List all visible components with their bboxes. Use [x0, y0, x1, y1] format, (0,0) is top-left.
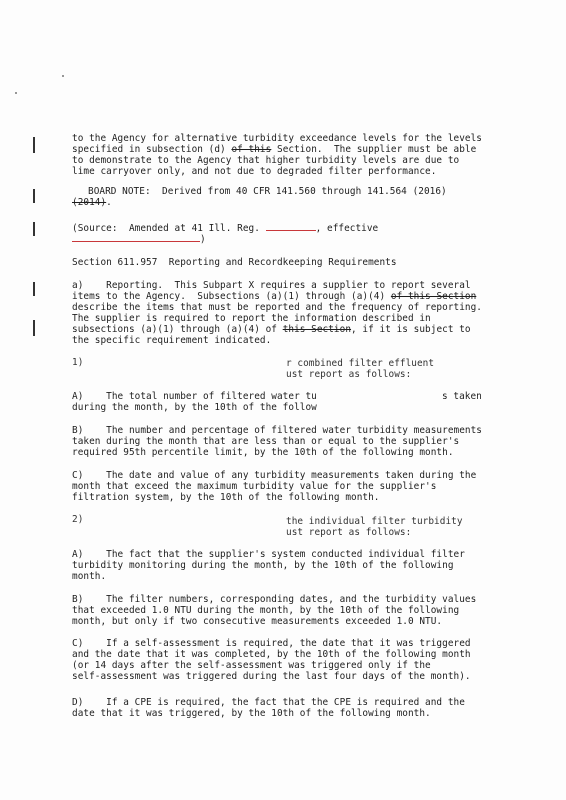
struck-text: (2014) [72, 197, 107, 208]
text-run: (Source: Amended at 41 Ill. Reg. [72, 223, 266, 234]
change-bar [33, 320, 35, 336]
text-run: Section. The supplier must be able [271, 144, 477, 155]
item-line: (or 14 days after the self-assessment was triggered only if the [72, 660, 431, 671]
item-line: D) If a CPE is required, the fact that the CPE is required and the [72, 697, 465, 708]
text-run: 1) [72, 357, 107, 368]
partial-line [72, 357, 106, 368]
partial-line: ust report as follows: [286, 369, 412, 380]
item-line: during the month, by the 10th of the follow [72, 402, 317, 413]
partial-line: ust report as follows: [286, 527, 412, 538]
item-line: and the date that it was completed, by the 10th of the following month [72, 649, 471, 660]
text-run: items to the Agency. Subsections (a)(1) through (a)(4) [72, 291, 391, 302]
board-note: BOARD NOTE: Derived from 40 CFR 141.560 through 141.564 (2016) [88, 186, 447, 197]
paragraph-line [72, 291, 476, 302]
text-run: 2) [72, 514, 107, 525]
item-line: C) The date and value of any turbidity measurements taken during the [72, 470, 477, 481]
scan-speck [15, 92, 17, 94]
item-line: that exceeded 1.0 NTU during the month, by the 10th of the following [72, 605, 460, 616]
text-run: specified in subsection (d) [72, 144, 232, 155]
struck-text: this Section [282, 324, 352, 335]
item-line: A) The fact that the supplier's system conducted individual filter [72, 549, 465, 560]
board-note-continued [72, 197, 112, 208]
paragraph-line: lime carryover only, and not due to degraded filter performance. [72, 166, 437, 177]
item-line: C) If a self-assessment is required, the date that it was triggered [72, 638, 471, 649]
blank-field [266, 222, 316, 231]
blank-field [72, 233, 200, 242]
text-run: subsections (a)(1) through (a)(4) of [72, 324, 283, 335]
item-line: month that exceed the maximum turbidity value for the supplier's [72, 481, 437, 492]
paragraph-line: The supplier is required to report the information described in [72, 313, 431, 324]
paragraph-line: the specific requirement indicated. [72, 335, 272, 346]
paragraph-line [72, 144, 476, 155]
section-heading: Section 611.957 Reporting and Recordkeeping Requirements [72, 257, 397, 268]
paragraph-line [72, 324, 471, 335]
text-run: . [106, 197, 112, 208]
change-bar [33, 282, 35, 296]
item-line: B) The number and percentage of filtered water turbidity measurements [72, 425, 482, 436]
change-bar [33, 137, 35, 153]
partial-line: the individual filter turbidity [286, 516, 463, 527]
item-line: turbidity monitoring during the month, by the 10th of the following [72, 560, 454, 571]
change-bar [33, 222, 35, 236]
paragraph-line: to the Agency for alternative turbidity exceedance levels for the levels [72, 133, 482, 144]
item-line: filtration system, by the 10th of the following month. [72, 492, 380, 503]
text-run: , if it is subject to [351, 324, 471, 335]
item-line: month, but only if two consecutive measurements exceeded 1.0 NTU. [72, 616, 443, 627]
item-line: month. [72, 571, 107, 582]
scan-speck [62, 75, 64, 77]
partial-line [72, 514, 106, 525]
paragraph-line: to demonstrate to the Agency that higher turbidity levels are due to [72, 155, 460, 166]
item-line: date that it was triggered, by the 10th of the following month. [72, 708, 431, 719]
change-bar [33, 189, 35, 203]
paragraph-line: describe the items that must be reported and the frequency of reporting. [72, 302, 482, 313]
struck-text: of this Section [390, 291, 477, 302]
item-line: taken during the month that are less than or equal to the supplier's [72, 436, 460, 447]
item-line: s taken [442, 391, 482, 402]
text-run: ) [200, 234, 206, 245]
partial-line: r combined filter effluent [286, 358, 435, 369]
struck-text: of this [231, 144, 272, 155]
source-note-continued [72, 233, 206, 245]
paragraph-line: a) Reporting. This Subpart X requires a supplier to report several [72, 280, 471, 291]
item-line: required 95th percentile limit, by the 10th of the following month. [72, 447, 454, 458]
item-line: self-assessment was triggered during the last four days of the month). [72, 671, 471, 682]
item-line: B) The filter numbers, corresponding dates, and the turbidity values [72, 594, 477, 605]
item-line: A) The total number of filtered water tu [72, 391, 317, 402]
text-run: , effective [315, 223, 379, 234]
